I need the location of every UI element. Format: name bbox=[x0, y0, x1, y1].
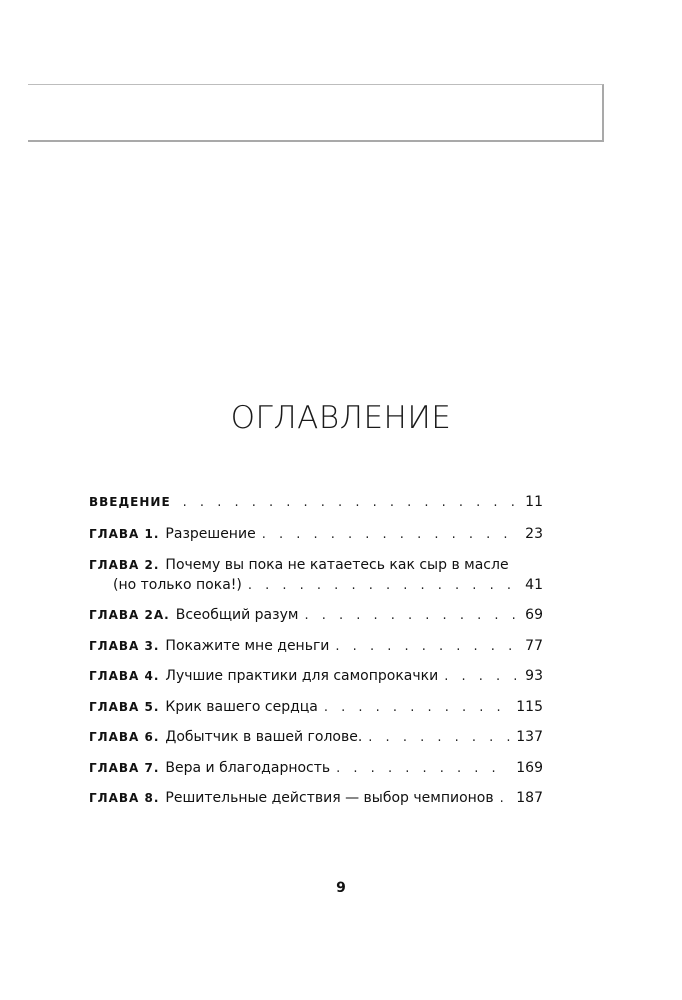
toc-title: Всеобщий разум bbox=[175, 607, 299, 623]
dot-leader bbox=[324, 698, 510, 718]
toc-title: Лучшие практики для самопрокачки bbox=[165, 668, 439, 684]
toc-title: Крик вашего сердца bbox=[165, 698, 318, 715]
toc-entry-chapter-8[interactable] bbox=[89, 788, 543, 808]
toc-page-number: 77 bbox=[525, 637, 543, 654]
toc-label: ГЛАВА 2. bbox=[89, 557, 160, 572]
dot-leader bbox=[368, 728, 510, 748]
toc-entry-chapter-2[interactable] bbox=[89, 555, 543, 595]
dot-leader bbox=[500, 789, 511, 809]
toc-entry-chapter-5[interactable] bbox=[89, 697, 543, 717]
toc-label: ВВЕДЕНИЕ bbox=[89, 495, 171, 509]
page-title: ОГЛАВЛЕНИЕ bbox=[230, 400, 452, 436]
table-of-contents bbox=[89, 492, 543, 819]
toc-label: ГЛАВА 3. bbox=[89, 638, 160, 653]
dot-leader bbox=[335, 637, 519, 657]
toc-entry-chapter-3[interactable] bbox=[89, 636, 543, 656]
page-number: 9 bbox=[336, 880, 346, 896]
dot-leader bbox=[336, 759, 510, 779]
toc-page-number: 137 bbox=[516, 729, 543, 745]
toc-page-number: 23 bbox=[525, 526, 543, 542]
dot-leader bbox=[183, 493, 519, 513]
dot-leader bbox=[248, 576, 519, 596]
toc-label: ГЛАВА 5. bbox=[89, 699, 160, 714]
toc-label: ГЛАВА 7. bbox=[89, 760, 160, 775]
toc-label: ГЛАВА 1. bbox=[89, 527, 160, 541]
toc-page-number: 41 bbox=[525, 576, 543, 593]
toc-label: ГЛАВА 8. bbox=[89, 791, 160, 805]
header-frame bbox=[28, 84, 604, 142]
toc-title: Почему вы пока не катаетесь как сыр в масле bbox=[165, 556, 509, 573]
dot-leader bbox=[304, 606, 519, 626]
dot-leader bbox=[444, 667, 519, 687]
toc-entry-chapter-4[interactable] bbox=[89, 666, 543, 686]
toc-entry-chapter-1[interactable] bbox=[89, 524, 543, 544]
toc-page-number: 11 bbox=[525, 494, 543, 510]
toc-page-number: 69 bbox=[525, 607, 543, 623]
toc-title: Добытчик в вашей голове. bbox=[165, 729, 363, 745]
toc-page-number: 115 bbox=[516, 698, 543, 715]
toc-page-number: 93 bbox=[525, 668, 543, 684]
toc-entry-chapter-7[interactable] bbox=[89, 758, 543, 778]
toc-page-number: 187 bbox=[516, 790, 543, 806]
toc-title: Покажите мне деньги bbox=[165, 637, 330, 654]
toc-title: Вера и благодарность bbox=[165, 759, 331, 776]
toc-page-number: 169 bbox=[516, 759, 543, 776]
toc-entry-chapter-6[interactable] bbox=[89, 727, 543, 747]
toc-title: Решительные действия — выбор чемпионов bbox=[165, 790, 494, 806]
toc-title-continuation: (но только пока!) bbox=[113, 576, 242, 593]
toc-label: ГЛАВА 4. bbox=[89, 669, 160, 683]
toc-entry-introduction[interactable] bbox=[89, 492, 543, 512]
dot-leader bbox=[262, 525, 519, 545]
toc-title: Разрешение bbox=[165, 526, 256, 542]
toc-label: ГЛАВА 2А. bbox=[89, 608, 170, 622]
toc-entry-chapter-2a[interactable] bbox=[89, 605, 543, 625]
toc-label: ГЛАВА 6. bbox=[89, 730, 160, 744]
